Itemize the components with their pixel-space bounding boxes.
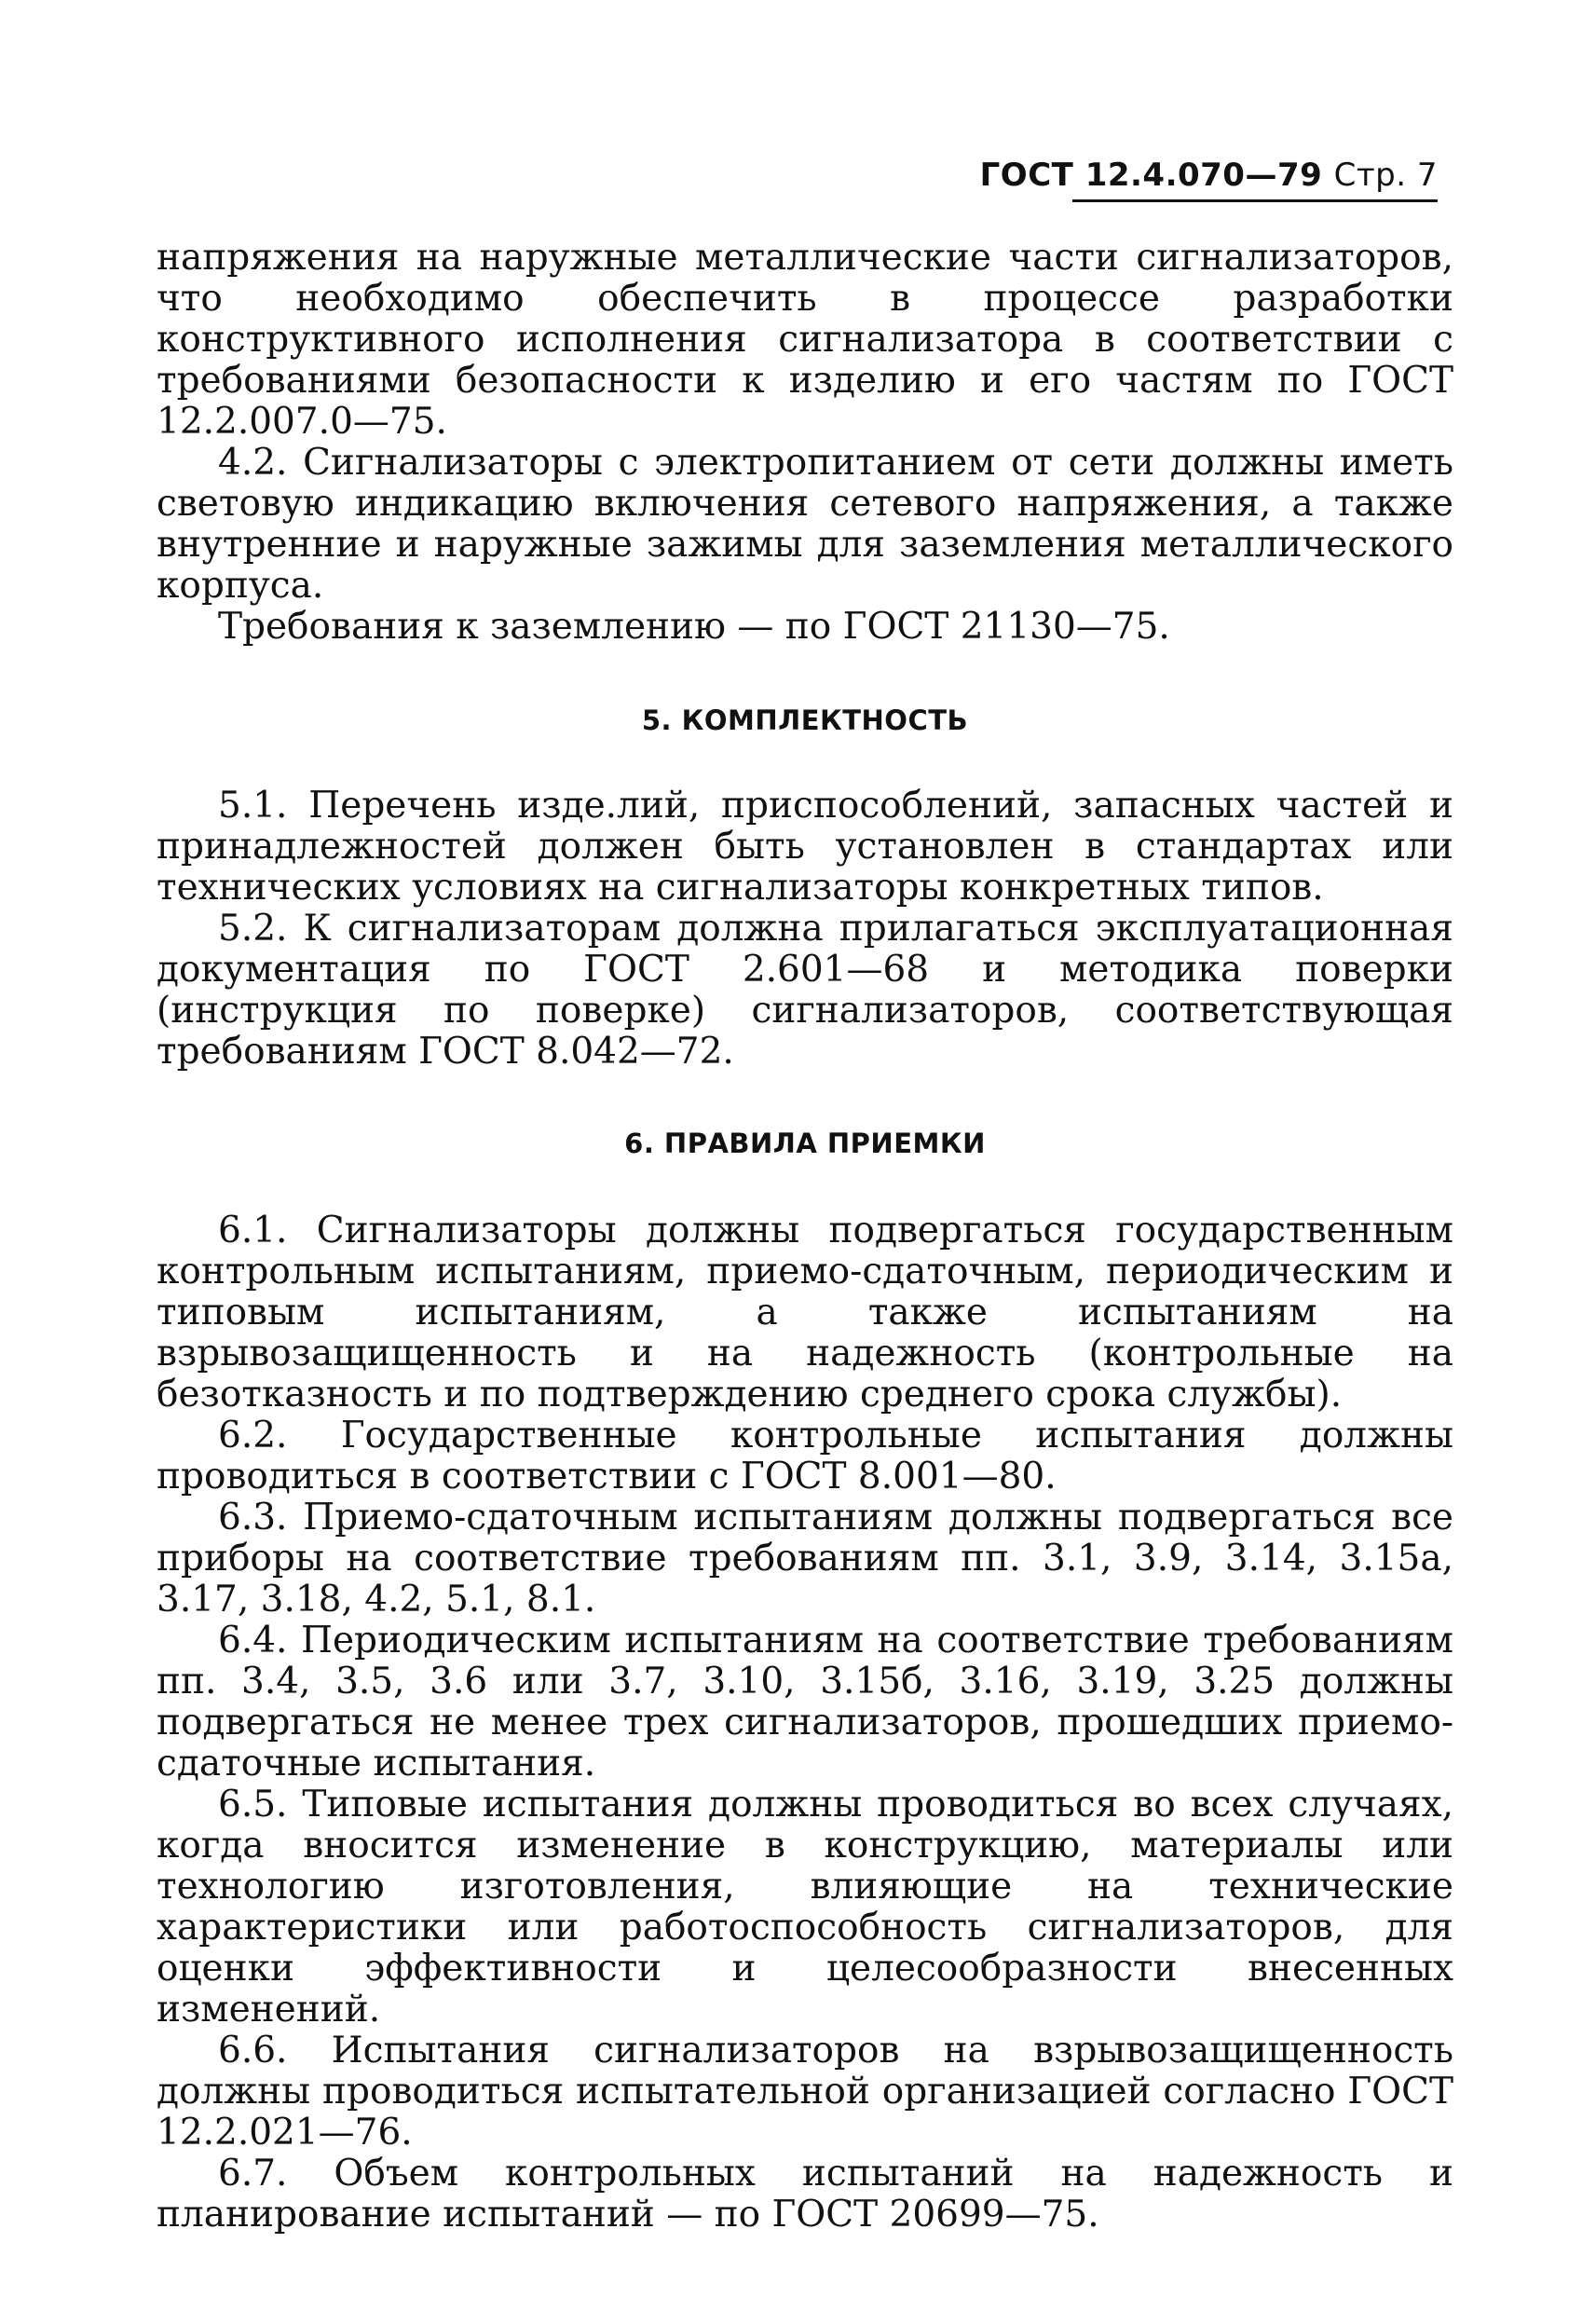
page-number: Стр. 7	[1333, 157, 1438, 194]
header-line	[980, 157, 1438, 194]
paragraph-6-3: 6.3. Приемо-сдаточным испытаниям должны подвергаться все приборы на соответствие требованиям пп. 3.1, 3.9, 3.14, 3.15а, 3.17, 3.18, 4.2, 5.1, 8.1.	[157, 1497, 1453, 1620]
paragraph-grounding: Требования к заземлению — по ГОСТ 21130—75.	[218, 606, 1170, 648]
paragraph-6-1: 6.1. Сигнализаторы должны подвергаться государственным контрольным испытаниям, приемо-сдаточным, периодическим и типовым испытаниям, а также испытаниям на взрывозащищенность и на надежность (контрольные на безотказность и по подтверждению среднего срока службы).	[157, 1210, 1453, 1415]
page-header	[980, 157, 1438, 202]
paragraph-6-6: 6.6. Испытания сигнализаторов на взрывозащищенность должны проводиться испытательной организацией согласно ГОСТ 12.2.021—76.	[157, 2030, 1453, 2154]
paragraph-6-2: 6.2. Государственные контрольные испытания должны проводиться в соответствии с ГОСТ 8.001—80.	[157, 1415, 1453, 1497]
section-5-title: 5. КОМПЛЕКТНОСТЬ	[641, 704, 969, 736]
paragraph-5-1: 5.1. Перечень изде.лий, приспособлений, запасных частей и принадлежностей должен быть установлен в стандартах или технических условиях на сигнализаторы конкретных типов.	[157, 785, 1453, 909]
paragraph-4-2: 4.2. Сигнализаторы с электропитанием от сети должны иметь световую индикацию включения сетевого напряжения, а также внутренние и наружные зажимы для заземления металлического корпуса.	[157, 442, 1453, 607]
header-rule	[1072, 199, 1438, 202]
section-6-title: 6. ПРАВИЛА ПРИЕМКИ	[624, 1128, 986, 1159]
gost-designation: ГОСТ 12.4.070—79	[979, 157, 1323, 194]
paragraph-continuation: напряжения на наружные металлические части сигнализаторов, что необходимо обеспечить в процессе разработки конструктивного исполнения сигнализатора в соответствии с требованиями безопасности к изделию и его частям по ГОСТ 12.2.007.0—75.	[157, 237, 1453, 443]
paragraph-6-5: 6.5. Типовые испытания должны проводиться во всех случаях, когда вносится изменение в конструкцию, материалы или технологию изготовления, влияющие на технические характеристики или работоспособность сигнализаторов, для оценки эффективности и целесообразности внесенных изменений.	[157, 1784, 1453, 2031]
paragraph-5-2: 5.2. К сигнализаторам должна прилагаться эксплуатационная документация по ГОСТ 2.601—68 и методика поверки (инструкция по поверке) сигнализаторов, соответствующая требованиям ГОСТ 8.042—72.	[157, 908, 1453, 1073]
paragraph-6-4: 6.4. Периодическим испытаниям на соответствие требованиям пп. 3.4, 3.5, 3.6 или 3.7, 3.10, 3.15б, 3.16, 3.19, 3.25 должны подвергаться не менее трех сигнализаторов, прошедших приемо-сдаточные испытания.	[157, 1620, 1453, 1785]
document-body	[157, 238, 1453, 2236]
paragraph-6-7: 6.7. Объем контрольных испытаний на надежность и планирование испытаний — по ГОСТ 20699—75.	[157, 2153, 1453, 2236]
